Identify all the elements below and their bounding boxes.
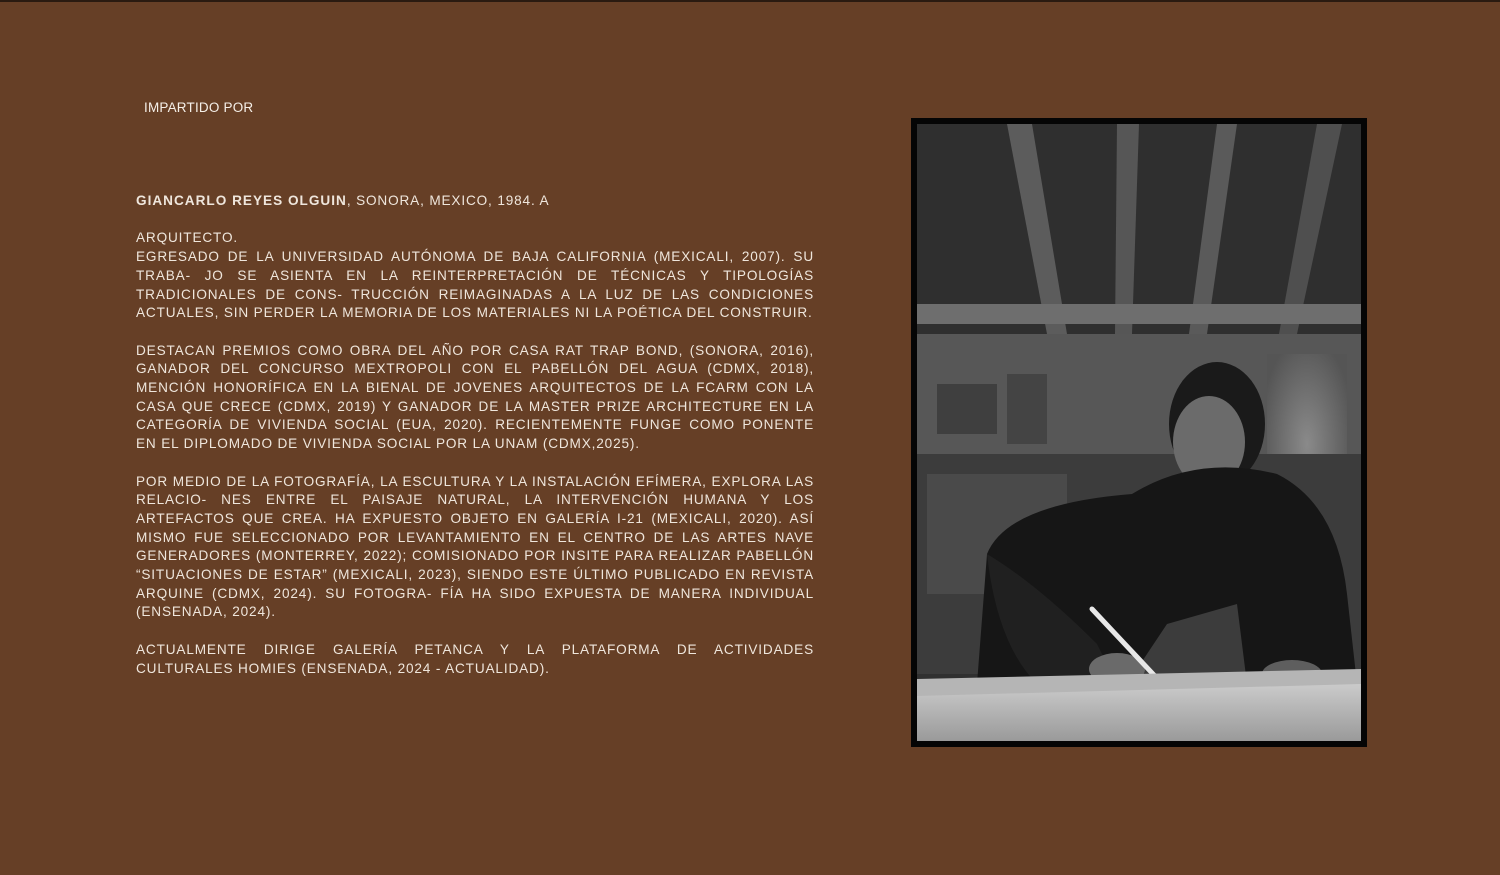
bio-paragraph-4: ACTUALMENTE DIRIGE GALERÍA PETANCA Y LA PLATAFORMA DE ACTIVIDADES CULTURALES HOMIES (ENSENADA, 2024 - ACTUALIDAD). — [136, 641, 814, 676]
bio-paragraph-1-text: EGRESADO DE LA UNIVERSIDAD AUTÓNOMA DE BAJA CALIFORNIA (MEXICALI, 2007). SU TRABA- JO SE ASIENTA EN LA REINTERPRETACIÓN DE TÉCNICAS Y TIPOLOGÍAS TRADICIONALES DE CONS- TRUCCIÓN REIMAGINADAS A LA LUZ DE LAS CONDICIONES ACTUALES, SIN PERDER LA MEMORIA DE LOS MATERIALES NI LA POÉTICA DEL CONSTRUIR. — [136, 249, 814, 321]
instructor-origin: , SONORA, MEXICO, 1984. A — [346, 193, 550, 208]
instructor-photo — [917, 124, 1361, 741]
instructor-photo-frame — [911, 118, 1367, 747]
instructor-name: GIANCARLO REYES OLGUIN — [136, 193, 347, 208]
instructor-profession: ARQUITECTO. — [136, 230, 238, 246]
section-label: IMPARTIDO POR — [144, 100, 254, 115]
top-divider — [0, 0, 1500, 2]
bio-intro — [136, 192, 814, 211]
instructor-bio — [136, 192, 814, 697]
bio-paragraph-3: POR MEDIO DE LA FOTOGRAFÍA, LA ESCULTURA Y LA INSTALACIÓN EFÍMERA, EXPLORA LAS RELACIO- NES ENTRE EL PAISAJE NATURAL, LA INTERVENCIÓN HUMANA Y LOS ARTEFACTOS QUE CREA. HA EXPUESTO OBJETO EN GALERÍA I-21 (MEXICALI, 2020). ASÍ MISMO FUE SELECCIONADO POR LEVANTAMIENTO EN EL CENTRO DE LAS ARTES NAVE GENERADORES (MONTERREY, 2022); COMISIONADO POR INSITE PARA REALIZAR PABELLÓN “SITUACIONES DE ESTAR” (MEXICALI, 2023), SIENDO ESTE ÚLTIMO PUBLICADO EN REVISTA ARQUINE (CDMX, 2024). SU FOTOGRA- FÍA HA SIDO EXPUESTA DE MANERA INDIVIDUAL (ENSENADA, 2024). — [136, 473, 814, 620]
bio-paragraph-1 — [136, 229, 814, 323]
bio-paragraph-2: DESTACAN PREMIOS COMO OBRA DEL AÑO POR CASA RAT TRAP BOND, (SONORA, 2016), GANADOR DEL CONCURSO MEXTROPOLI CON EL PABELLÓN DEL AGUA (CDMX, 2018), MENCIÓN HONORÍFICA EN LA BIENAL DE JOVENES ARQUITECTOS DE LA FCARM CON LA CASA QUE CRECE (CDMX, 2019) Y GANADOR DE LA MASTER PRIZE ARCHITECTURE EN LA CATEGORÍA DE VIVIENDA SOCIAL (EUA, 2020). RECIENTEMENTE FUNGE COMO PONENTE EN EL DIPLOMADO DE VIVIENDA SOCIAL POR LA UNAM (CDMX,2025). — [136, 342, 814, 452]
